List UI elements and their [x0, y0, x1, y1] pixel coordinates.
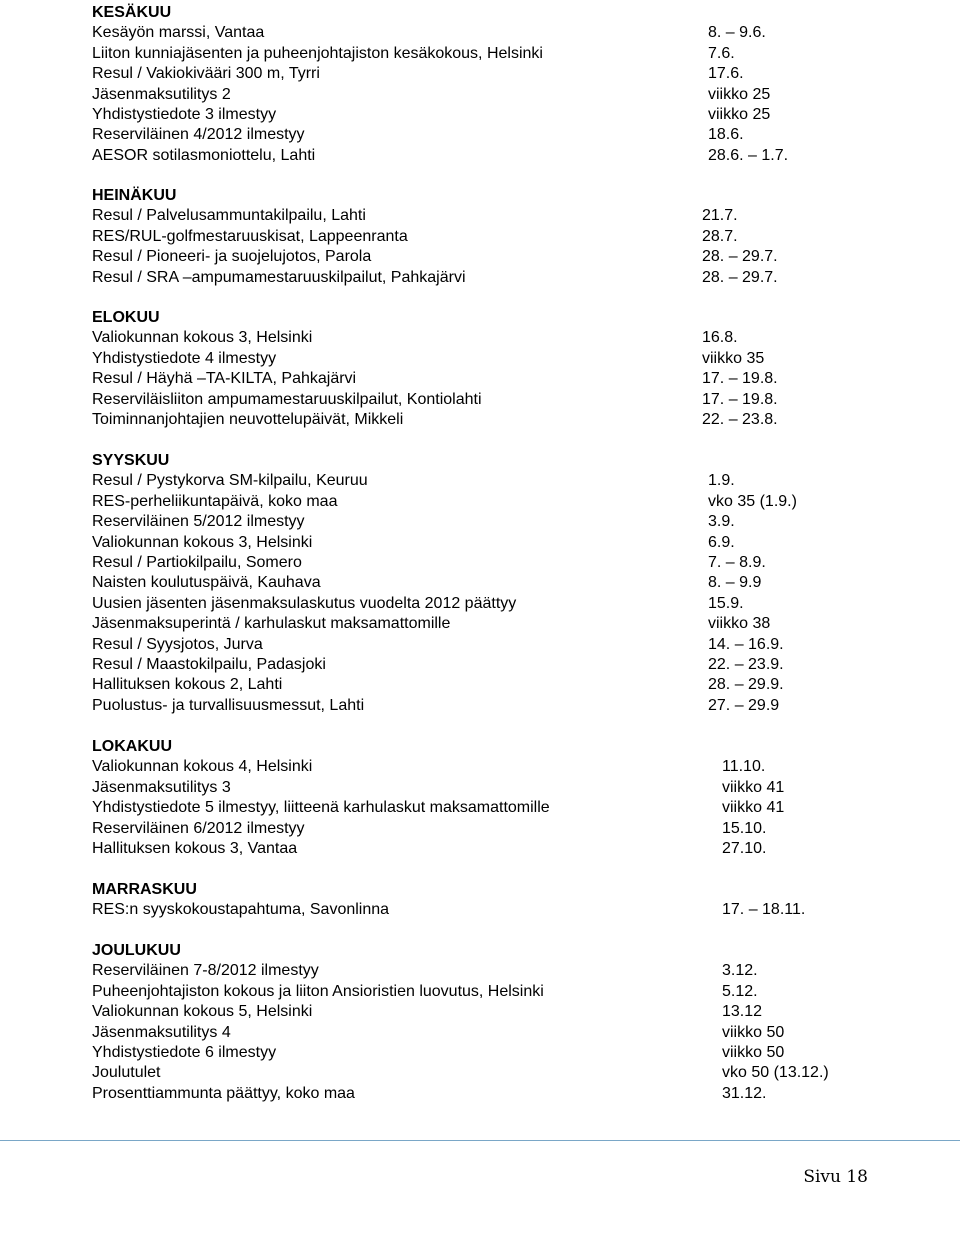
event-name: Joulutulet — [92, 1064, 161, 1082]
event-name: RES/RUL-golfmestaruuskisat, Lappeenranta — [92, 227, 408, 245]
event-date: 11.10. — [722, 758, 766, 776]
footer-divider — [0, 1140, 960, 1141]
event-name: Valiokunnan kokous 3, Helsinki — [92, 329, 313, 347]
event-name: Resul / Pystykorva SM-kilpailu, Keuruu — [92, 472, 368, 490]
event-date: 17. – 18.11. — [722, 901, 806, 919]
event-date: viikko 38 — [708, 615, 771, 633]
event-name: Jäsenmaksuperintä / karhulaskut maksamattomille — [92, 615, 451, 633]
event-date: 22. – 23.8. — [702, 410, 778, 428]
event-row — [92, 635, 952, 655]
event-date: 28.6. – 1.7. — [708, 146, 789, 164]
event-row — [92, 512, 952, 532]
event-date: 27. – 29.9 — [708, 696, 780, 714]
month-heading: LOKAKUU — [92, 738, 172, 755]
event-date: 7. – 8.9. — [708, 553, 766, 571]
event-row — [92, 553, 952, 573]
event-row — [92, 1063, 952, 1083]
event-name: Kesäyön marssi, Vantaa — [92, 24, 265, 42]
event-date: 31.12. — [722, 1084, 767, 1102]
event-row — [92, 471, 952, 491]
event-name: Resul / Häyhä –TA-KILTA, Pahkajärvi — [92, 370, 357, 388]
event-name: Prosenttiammunta päättyy, koko maa — [92, 1084, 355, 1102]
event-name: Hallituksen kokous 3, Vantaa — [92, 839, 298, 857]
month-heading: ELOKUU — [92, 309, 160, 326]
event-row — [92, 227, 952, 247]
event-row — [92, 1043, 952, 1063]
event-name: Yhdistystiedote 3 ilmestyy — [92, 105, 277, 123]
month-heading: HEINÄKUU — [92, 187, 177, 204]
event-date: viikko 41 — [722, 799, 785, 817]
event-name: Reserviläisliiton ampumamestaruuskilpailut, Kontiolahti — [92, 390, 482, 408]
event-date: 28. – 29.7. — [702, 268, 778, 286]
event-date: vko 35 (1.9.) — [708, 492, 797, 510]
event-row — [92, 328, 952, 348]
event-row — [92, 533, 952, 553]
event-date: 1.9. — [708, 472, 735, 490]
event-row — [92, 696, 952, 716]
event-name: Jäsenmaksutilitys 2 — [92, 85, 231, 103]
event-date: 3.12. — [722, 962, 758, 980]
event-date: viikko 35 — [702, 349, 765, 367]
event-date: 27.10. — [722, 839, 767, 857]
event-row — [92, 1023, 952, 1043]
event-row — [92, 614, 952, 634]
event-row — [92, 961, 952, 981]
event-name: Resul / Palvelusammuntakilpailu, Lahti — [92, 207, 366, 225]
event-date: 8. – 9.9 — [708, 574, 762, 592]
month-heading: SYYSKUU — [92, 452, 170, 469]
event-date: viikko 50 — [722, 1043, 785, 1061]
month-section — [92, 451, 952, 716]
event-row — [92, 839, 952, 859]
month-section — [92, 941, 952, 1104]
page-number: Sivu 18 — [803, 1167, 868, 1187]
event-name: Reserviläinen 6/2012 ilmestyy — [92, 819, 305, 837]
event-date: vko 50 (13.12.) — [722, 1064, 829, 1082]
event-row — [92, 900, 952, 920]
event-date: viikko 50 — [722, 1023, 785, 1041]
event-date: 17.6. — [708, 65, 744, 83]
event-date: viikko 25 — [708, 85, 771, 103]
event-date: 13.12 — [722, 1003, 763, 1021]
event-row — [92, 982, 952, 1002]
event-name: RES-perheliikuntapäivä, koko maa — [92, 492, 338, 510]
event-row — [92, 675, 952, 695]
event-row — [92, 247, 952, 267]
month-heading: JOULUKUU — [92, 942, 181, 959]
event-row — [92, 44, 952, 64]
event-row — [92, 655, 952, 675]
event-row — [92, 492, 952, 512]
event-date: 18.6. — [708, 126, 744, 144]
event-row — [92, 594, 952, 614]
event-row — [92, 573, 952, 593]
event-name: Yhdistystiedote 5 ilmestyy, liitteenä karhulaskut maksamattomille — [92, 799, 550, 817]
event-row — [92, 1084, 952, 1104]
event-name: Yhdistystiedote 6 ilmestyy — [92, 1043, 277, 1061]
event-row — [92, 146, 952, 166]
event-row — [92, 64, 952, 84]
event-name: Puolustus- ja turvallisuusmessut, Lahti — [92, 696, 365, 714]
event-name: Reserviläinen 7-8/2012 ilmestyy — [92, 962, 319, 980]
event-name: Naisten koulutuspäivä, Kauhava — [92, 574, 321, 592]
event-row — [92, 757, 952, 777]
event-name: Hallituksen kokous 2, Lahti — [92, 676, 283, 694]
event-date: 28. – 29.9. — [708, 676, 784, 694]
event-date: 14. – 16.9. — [708, 635, 784, 653]
event-name: Puheenjohtajiston kokous ja liiton Ansioristien luovutus, Helsinki — [92, 982, 544, 1000]
event-date: viikko 25 — [708, 105, 771, 123]
event-date: 28.7. — [702, 227, 738, 245]
event-row — [92, 125, 952, 145]
event-name: Jäsenmaksutilitys 4 — [92, 1023, 231, 1041]
month-heading: KESÄKUU — [92, 4, 172, 21]
event-row — [92, 206, 952, 226]
event-date: 6.9. — [708, 533, 735, 551]
event-date: 17. – 19.8. — [702, 370, 778, 388]
event-row — [92, 105, 952, 125]
event-name: Resul / Syysjotos, Jurva — [92, 635, 263, 653]
event-name: Valiokunnan kokous 4, Helsinki — [92, 758, 313, 776]
event-date: 7.6. — [708, 44, 735, 62]
event-name: Valiokunnan kokous 3, Helsinki — [92, 533, 313, 551]
event-row — [92, 85, 952, 105]
event-row — [92, 1002, 952, 1022]
event-name: Reserviläinen 4/2012 ilmestyy — [92, 126, 305, 144]
event-date: 3.9. — [708, 513, 735, 531]
month-section — [92, 737, 952, 859]
event-name: Resul / Maastokilpailu, Padasjoki — [92, 655, 326, 673]
event-row — [92, 819, 952, 839]
event-date: 28. – 29.7. — [702, 248, 778, 266]
event-name: Toiminnanjohtajien neuvottelupäivät, Mikkeli — [92, 410, 404, 428]
event-name: Resul / SRA –ampumamestaruuskilpailut, Pahkajärvi — [92, 268, 466, 286]
event-date: 15.9. — [708, 594, 744, 612]
event-name: AESOR sotilasmoniottelu, Lahti — [92, 146, 316, 164]
event-row — [92, 410, 952, 430]
event-date: 8. – 9.6. — [708, 24, 766, 42]
event-date: 16.8. — [702, 329, 738, 347]
month-section — [92, 186, 952, 288]
event-date: 17. – 19.8. — [702, 390, 778, 408]
event-row — [92, 268, 952, 288]
month-heading: MARRASKUU — [92, 881, 197, 898]
event-date: viikko 41 — [722, 778, 785, 796]
event-row — [92, 23, 952, 43]
event-row — [92, 778, 952, 798]
event-date: 21.7. — [702, 207, 738, 225]
event-name: Resul / Vakiokivääri 300 m, Tyrri — [92, 65, 320, 83]
event-row — [92, 798, 952, 818]
event-date: 15.10. — [722, 819, 767, 837]
event-name: Uusien jäsenten jäsenmaksulaskutus vuodelta 2012 päättyy — [92, 594, 517, 612]
event-name: RES:n syyskokoustapahtuma, Savonlinna — [92, 901, 390, 919]
event-name: Liiton kunniajäsenten ja puheenjohtajiston kesäkokous, Helsinki — [92, 44, 543, 62]
event-name: Jäsenmaksutilitys 3 — [92, 778, 231, 796]
event-name: Yhdistystiedote 4 ilmestyy — [92, 349, 277, 367]
month-section — [92, 308, 952, 430]
event-date: 22. – 23.9. — [708, 655, 784, 673]
month-section — [92, 880, 952, 921]
event-row — [92, 390, 952, 410]
event-name: Reserviläinen 5/2012 ilmestyy — [92, 513, 305, 531]
event-row — [92, 349, 952, 369]
event-name: Resul / Pioneeri- ja suojelujotos, Parola — [92, 248, 372, 266]
event-name: Valiokunnan kokous 5, Helsinki — [92, 1003, 313, 1021]
event-name: Resul / Partiokilpailu, Somero — [92, 553, 302, 571]
event-date: 5.12. — [722, 982, 758, 1000]
month-section — [92, 3, 952, 166]
event-row — [92, 369, 952, 389]
